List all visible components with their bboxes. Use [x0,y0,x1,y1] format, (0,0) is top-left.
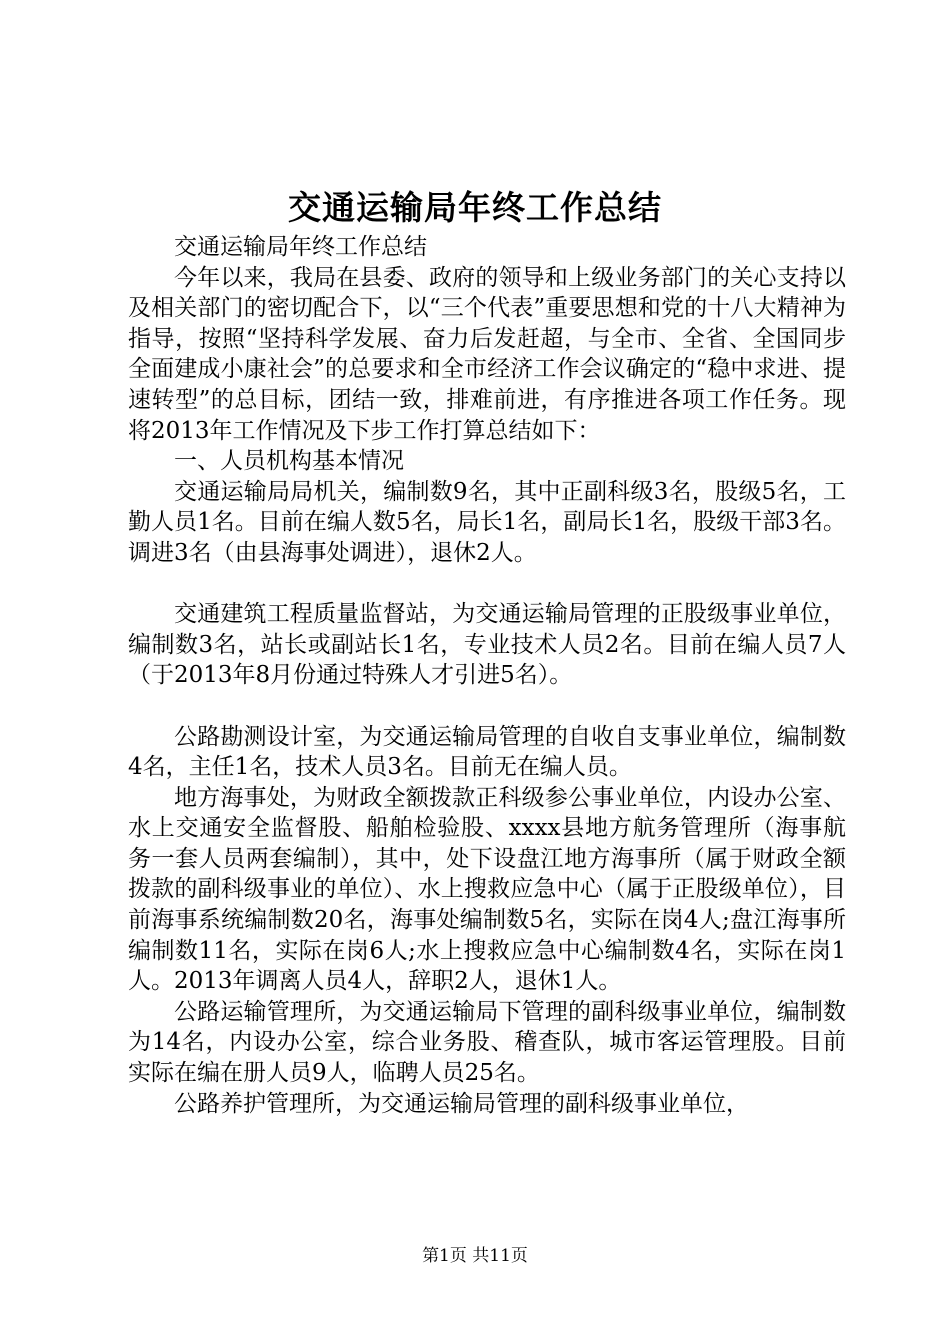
paragraph-maritime-office: 地方海事处，为财政全额拨款正科级参公事业单位，内设办公室、水上交通安全监督股、船舶检验股、xxxx县地方航务管理所（海事航务一套人员两套编制），其中，处下设盘江地方海事所（属于财政全额拨款的副科级事业的单位）、水上搜救应急中心（属于正股级单位），目前海事系统编制数20名，海事处编制数5名，实际在岗4人;盘江海事所编制数11名，实际在岗6人;水上搜救应急中心编制数4名，实际在岗1人。2013年调离人员4人，辞职2人，退休1人。 [128,784,846,995]
paragraph-road-maintenance: 公路养护管理所，为交通运输局管理的副科级事业单位， [174,1090,749,1117]
page-footer: 第1页 共11页 [422,1246,528,1266]
paragraph-intro: 今年以来，我局在县委、政府的领导和上级业务部门的关心支持以及相关部门的密切配合下，以“三个代表”重要思想和党的十八大精神为指导，按照“坚持科学发展、奋力后发赶超，与全市、全省、全国同步全面建成小康社会”的总要求和全市经济工作会议确定的“稳中求进、提速转型”的总目标，团结一致，排难前进，有序推进各项工作任务。现将2013年工作情况及下步工作打算总结如下： [128,264,846,444]
paragraph-subtitle: 交通运输局年终工作总结 [174,234,427,260]
paragraph-bureau-office: 交通运输局局机关，编制数9名，其中正副科级3名，股级5名，工勤人员1名。目前在编人数5名，局长1名，副局长1名，股级干部3名。调进3名（由县海事处调进），退休2人。 [128,478,846,566]
paragraph-quality-station: 交通建筑工程质量监督站，为交通运输局管理的正股级事业单位，编制数3名，站长或副站长1名，专业技术人员2名。目前在编人员7人（于2013年8月份通过特殊人才引进5名）。 [128,601,846,689]
document-title: 交通运输局年终工作总结 [288,188,662,227]
paragraph-design-office: 公路勘测设计室，为交通运输局管理的自收自支事业单位，编制数4名，主任1名，技术人员3名。目前无在编人员。 [128,723,846,781]
paragraph-transport-management: 公路运输管理所，为交通运输局下管理的副科级事业单位，编制数为14名，内设办公室，综合业务股、稽查队，城市客运管理股。目前实际在编在册人员9人，临聘人员25名。 [128,998,846,1087]
paragraph-section-heading: 一、人员机构基本情况 [174,448,404,475]
document-body [128,232,846,1119]
